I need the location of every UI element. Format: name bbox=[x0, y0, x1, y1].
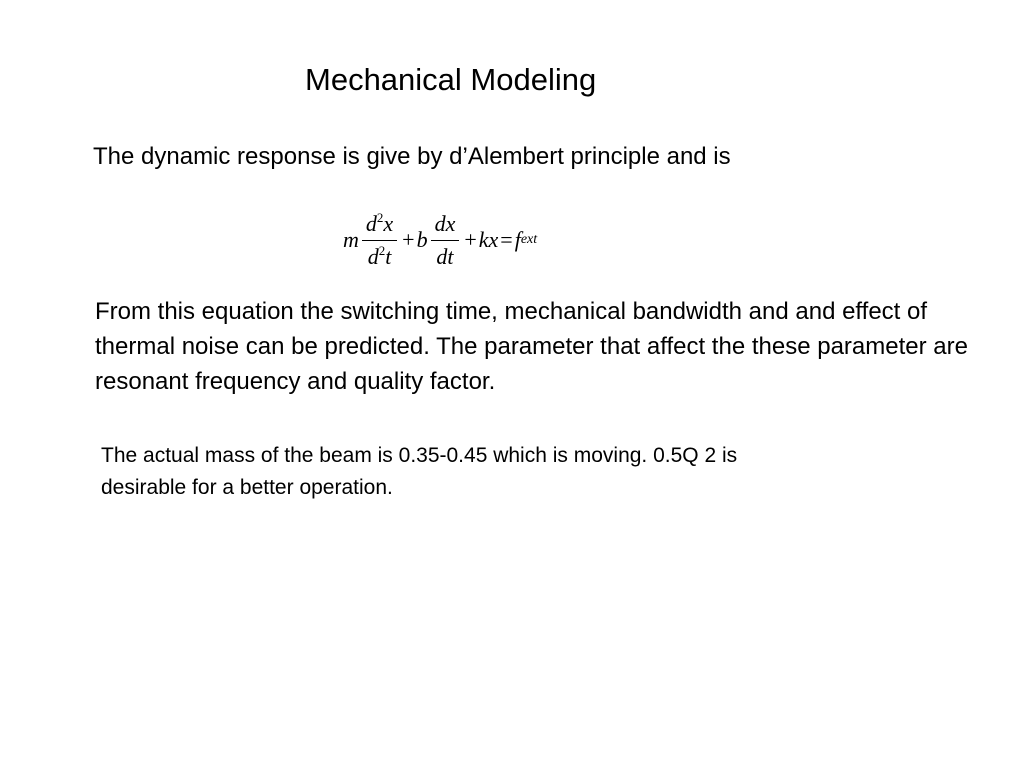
eq-x: x bbox=[383, 210, 394, 236]
eq-damping: b bbox=[416, 227, 428, 252]
paragraph-beam-mass-line-2: desirable for a better operation. bbox=[101, 476, 393, 499]
intro-text: The dynamic response is give by d’Alembert principle and is bbox=[93, 143, 731, 170]
eq-dt: dt bbox=[436, 243, 454, 269]
eq-force: f bbox=[514, 227, 521, 252]
eq-d-bottom: d bbox=[367, 243, 379, 269]
eq-plus-1: + bbox=[402, 227, 415, 252]
eq-second-derivative bbox=[362, 211, 397, 270]
paragraph-beam-mass-line-1: The actual mass of the beam is 0.35-0.45 which is moving. 0.5Q 2 is bbox=[101, 444, 738, 467]
eq-exp-top: 2 bbox=[376, 209, 384, 225]
eq-exp-bottom: 2 bbox=[378, 242, 386, 258]
paragraph-beam-mass bbox=[101, 440, 981, 504]
eq-t: t bbox=[385, 243, 392, 269]
eq-second-derivative-denominator bbox=[364, 241, 396, 270]
equation-of-motion: m $\frac{d^2x}{d^2t}$ + b $\frac{dx}{dt}$ + kx = f ext bbox=[343, 209, 538, 269]
eq-dx: dx bbox=[431, 211, 460, 241]
eq-first-derivative bbox=[431, 211, 460, 270]
eq-second-derivative-numerator bbox=[362, 211, 397, 241]
slide-title: Mechanical Modeling bbox=[305, 62, 597, 97]
paragraph-predictions: From this equation the switching time, mechanical bandwidth and and effect of thermal noise can be predicted. The parameter that affect the these parameter are resonant frequency and quality factor. bbox=[95, 298, 968, 395]
eq-spring-term: kx bbox=[478, 227, 499, 252]
eq-equals: = bbox=[500, 227, 513, 252]
eq-plus-2: + bbox=[464, 227, 477, 252]
eq-mass: m bbox=[343, 227, 359, 252]
eq-d-top: d bbox=[365, 210, 377, 236]
